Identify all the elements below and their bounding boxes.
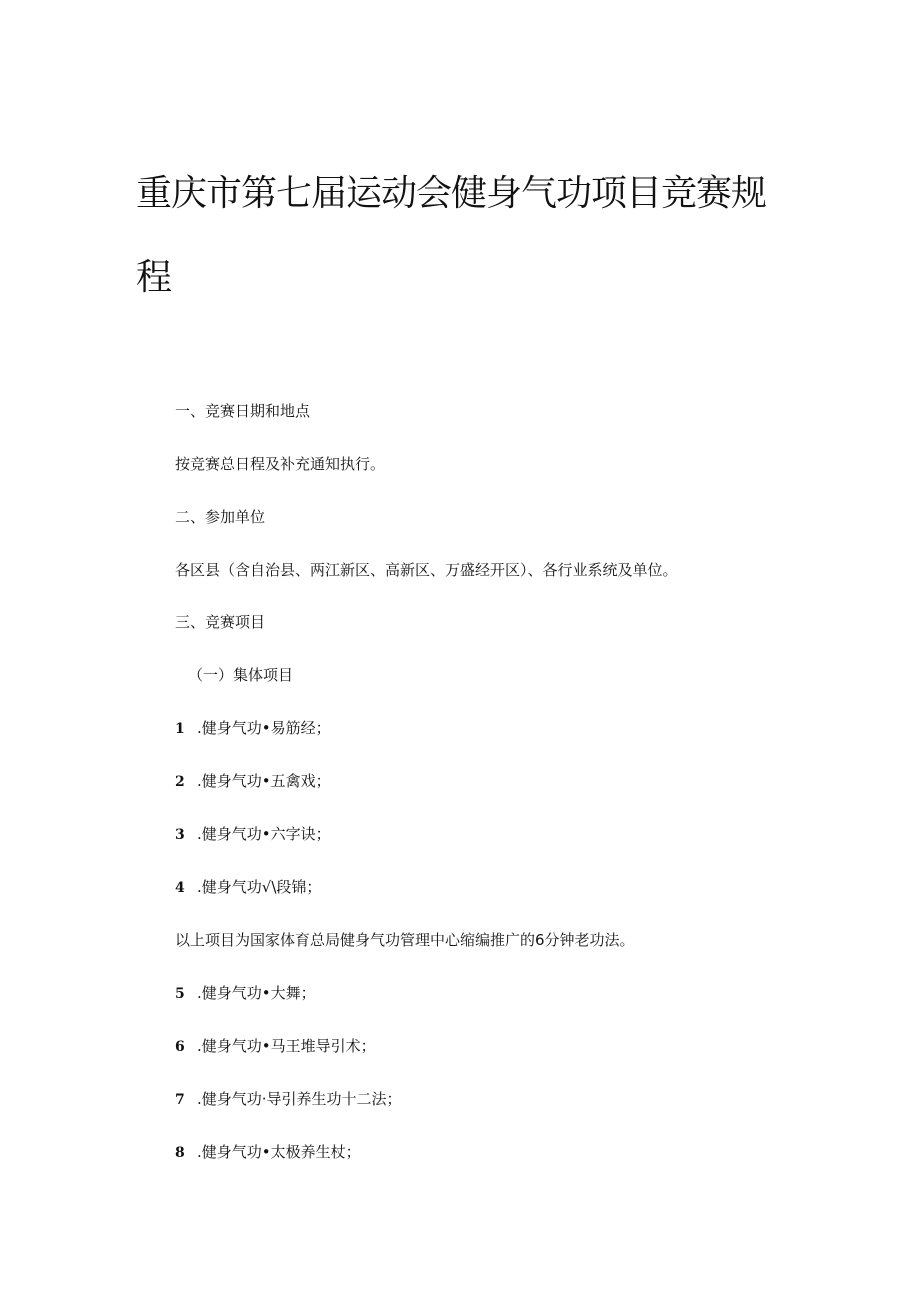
list-item xyxy=(175,983,316,1004)
list-item-number: 6 xyxy=(175,1039,185,1055)
section-body-1: 按竞赛总日程及补充通知执行。 xyxy=(175,455,386,473)
list-item xyxy=(175,718,331,739)
list-item-text: .健身气功•大舞； xyxy=(197,984,316,1002)
list-item xyxy=(175,1089,402,1110)
list-item-number: 1 xyxy=(175,721,185,737)
section-heading-2: 二、参加单位 xyxy=(175,508,266,526)
section-heading-3: 三、竞赛项目 xyxy=(175,613,266,631)
list-item-text: .健身气功•易筋经； xyxy=(197,719,331,737)
list-item-number: 3 xyxy=(175,827,185,843)
section-body-2: 各区县（含自治县、两江新区、高新区、万盛经开区）、各行业系统及单位。 xyxy=(175,561,678,579)
list-item xyxy=(175,877,321,898)
section-heading-1: 一、竞赛日期和地点 xyxy=(175,402,311,420)
list-item xyxy=(175,824,331,845)
note-text: 以上项目为国家体育总局健身气功管理中心缩编推广的6分钟老功法。 xyxy=(175,931,635,949)
list-item xyxy=(175,1036,376,1057)
page-title: 重庆市第七届运动会健身气功项目竞赛规程 xyxy=(136,173,767,298)
list-item xyxy=(175,1142,361,1163)
list-item-text: .健身气功•马王堆导引术； xyxy=(197,1037,376,1055)
list-item-text: .健身气功•太极养生杖； xyxy=(197,1143,361,1161)
list-item-text: .健身气功√\段锦； xyxy=(197,878,322,896)
list-item-number: 4 xyxy=(175,880,185,896)
list-item-text: .健身气功•六字诀； xyxy=(197,825,331,843)
list-item-number: 2 xyxy=(175,774,185,790)
list-item-number: 8 xyxy=(175,1145,185,1161)
list-item-number: 5 xyxy=(175,986,185,1002)
list-item-number: 7 xyxy=(175,1092,185,1108)
list-item-text: .健身气功·导引养生功十二法； xyxy=(197,1090,402,1108)
subsection-heading: （一）集体项目 xyxy=(188,666,294,684)
list-item-text: .健身气功•五禽戏； xyxy=(197,772,331,790)
list-item xyxy=(175,771,331,792)
